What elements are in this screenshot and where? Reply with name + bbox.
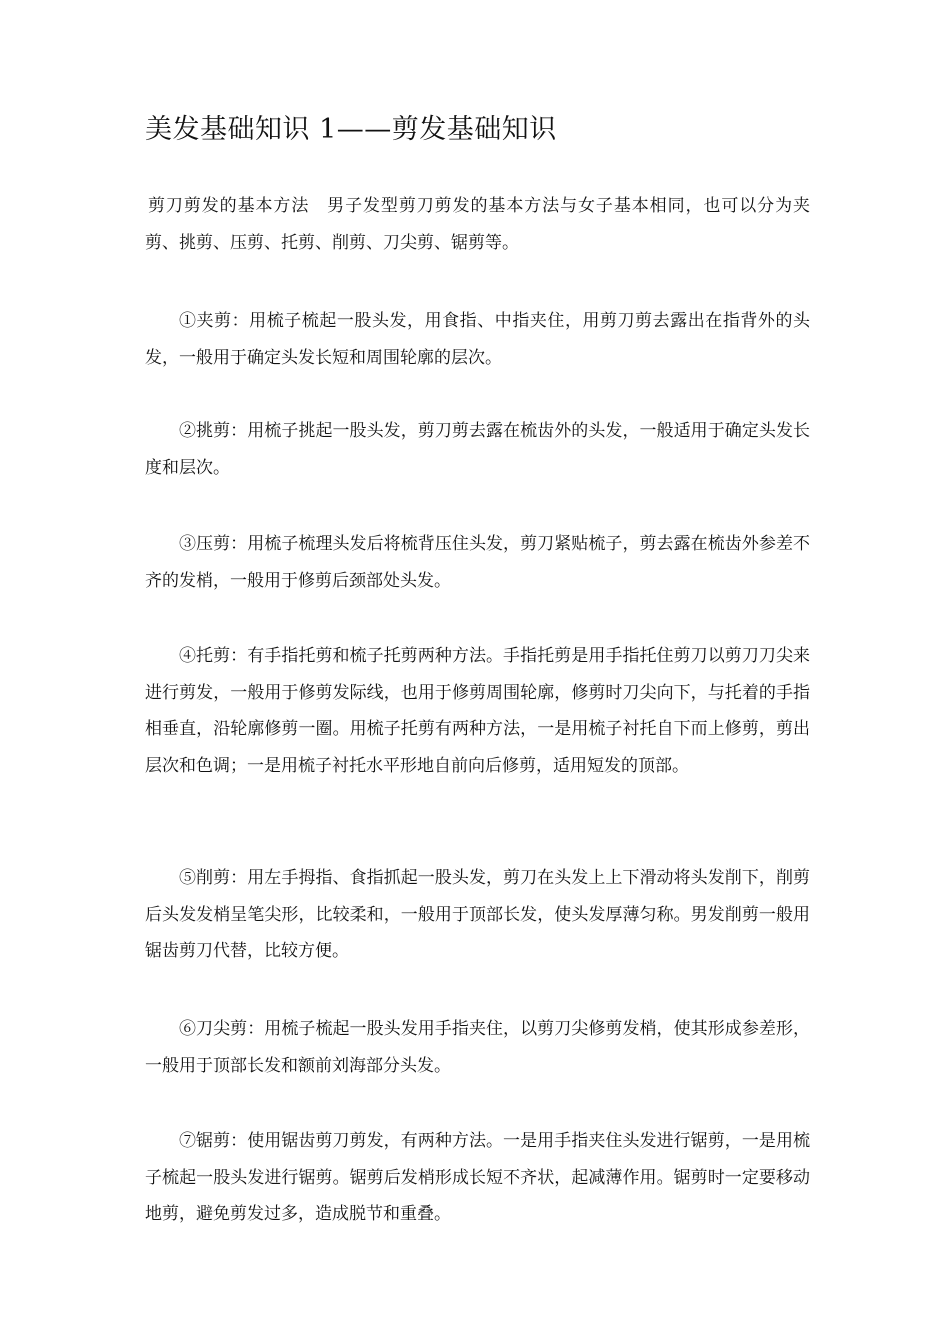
paragraph-lift-cut: ②挑剪：用梳子挑起一股头发，剪刀剪去露在梳齿外的头发，一般适用于确定头发长度和层次。 [145, 421, 810, 478]
paragraph-clip-cut: ①夹剪：用梳子梳起一股头发，用食指、中指夹住，用剪刀剪去露出在指背外的头发，一般用于确定头发长短和周围轮廓的层次。 [145, 311, 810, 368]
paragraph-press-cut: ③压剪：用梳子梳理头发后将梳背压住头发，剪刀紧贴梳子，剪去露在梳齿外参差不齐的发梢，一般用于修剪后颈部处头发。 [145, 534, 810, 591]
document-title: 美发基础知识 1——剪发基础知识 [145, 114, 557, 145]
paragraph-point-cut: ⑥刀尖剪：用梳子梳起一股头发用手指夹住，以剪刀尖修剪发梢，使其形成参差形，一般用于顶部长发和额前刘海部分头发。 [145, 1019, 810, 1076]
paragraph-saw-cut: ⑦锯剪：使用锯齿剪刀剪发，有两种方法。一是用手指夹住头发进行锯剪，一是用梳子梳起一股头发进行锯剪。锯剪后发梢形成长短不齐状，起减薄作用。锯剪时一定要移动地剪，避免剪发过多，造成脱节和重叠。 [145, 1131, 810, 1224]
paragraph-slice-cut: ⑤削剪：用左手拇指、食指抓起一股头发，剪刀在头发上上下滑动将头发削下，削剪后头发发梢呈笔尖形，比较柔和，一般用于顶部长发，使头发厚薄匀称。男发削剪一般用锯齿剪刀代替，比较方便。 [145, 868, 810, 961]
intro-paragraph: 剪刀剪发的基本方法 男子发型剪刀剪发的基本方法与女子基本相同，也可以分为夹剪、挑剪、压剪、托剪、削剪、刀尖剪、锯剪等。 [145, 196, 810, 253]
paragraph-support-cut: ④托剪：有手指托剪和梳子托剪两种方法。手指托剪是用手指托住剪刀以剪刀刀尖来进行剪发，一般用于修剪发际线，也用于修剪周围轮廓，修剪时刀尖向下，与托着的手指相垂直，沿轮廓修剪一圈。用梳子托剪有两种方法，一是用梳子衬托自下而上修剪，剪出层次和色调；一是用梳子衬托水平形地自前向后修剪，适用短发的顶部。 [145, 646, 810, 776]
